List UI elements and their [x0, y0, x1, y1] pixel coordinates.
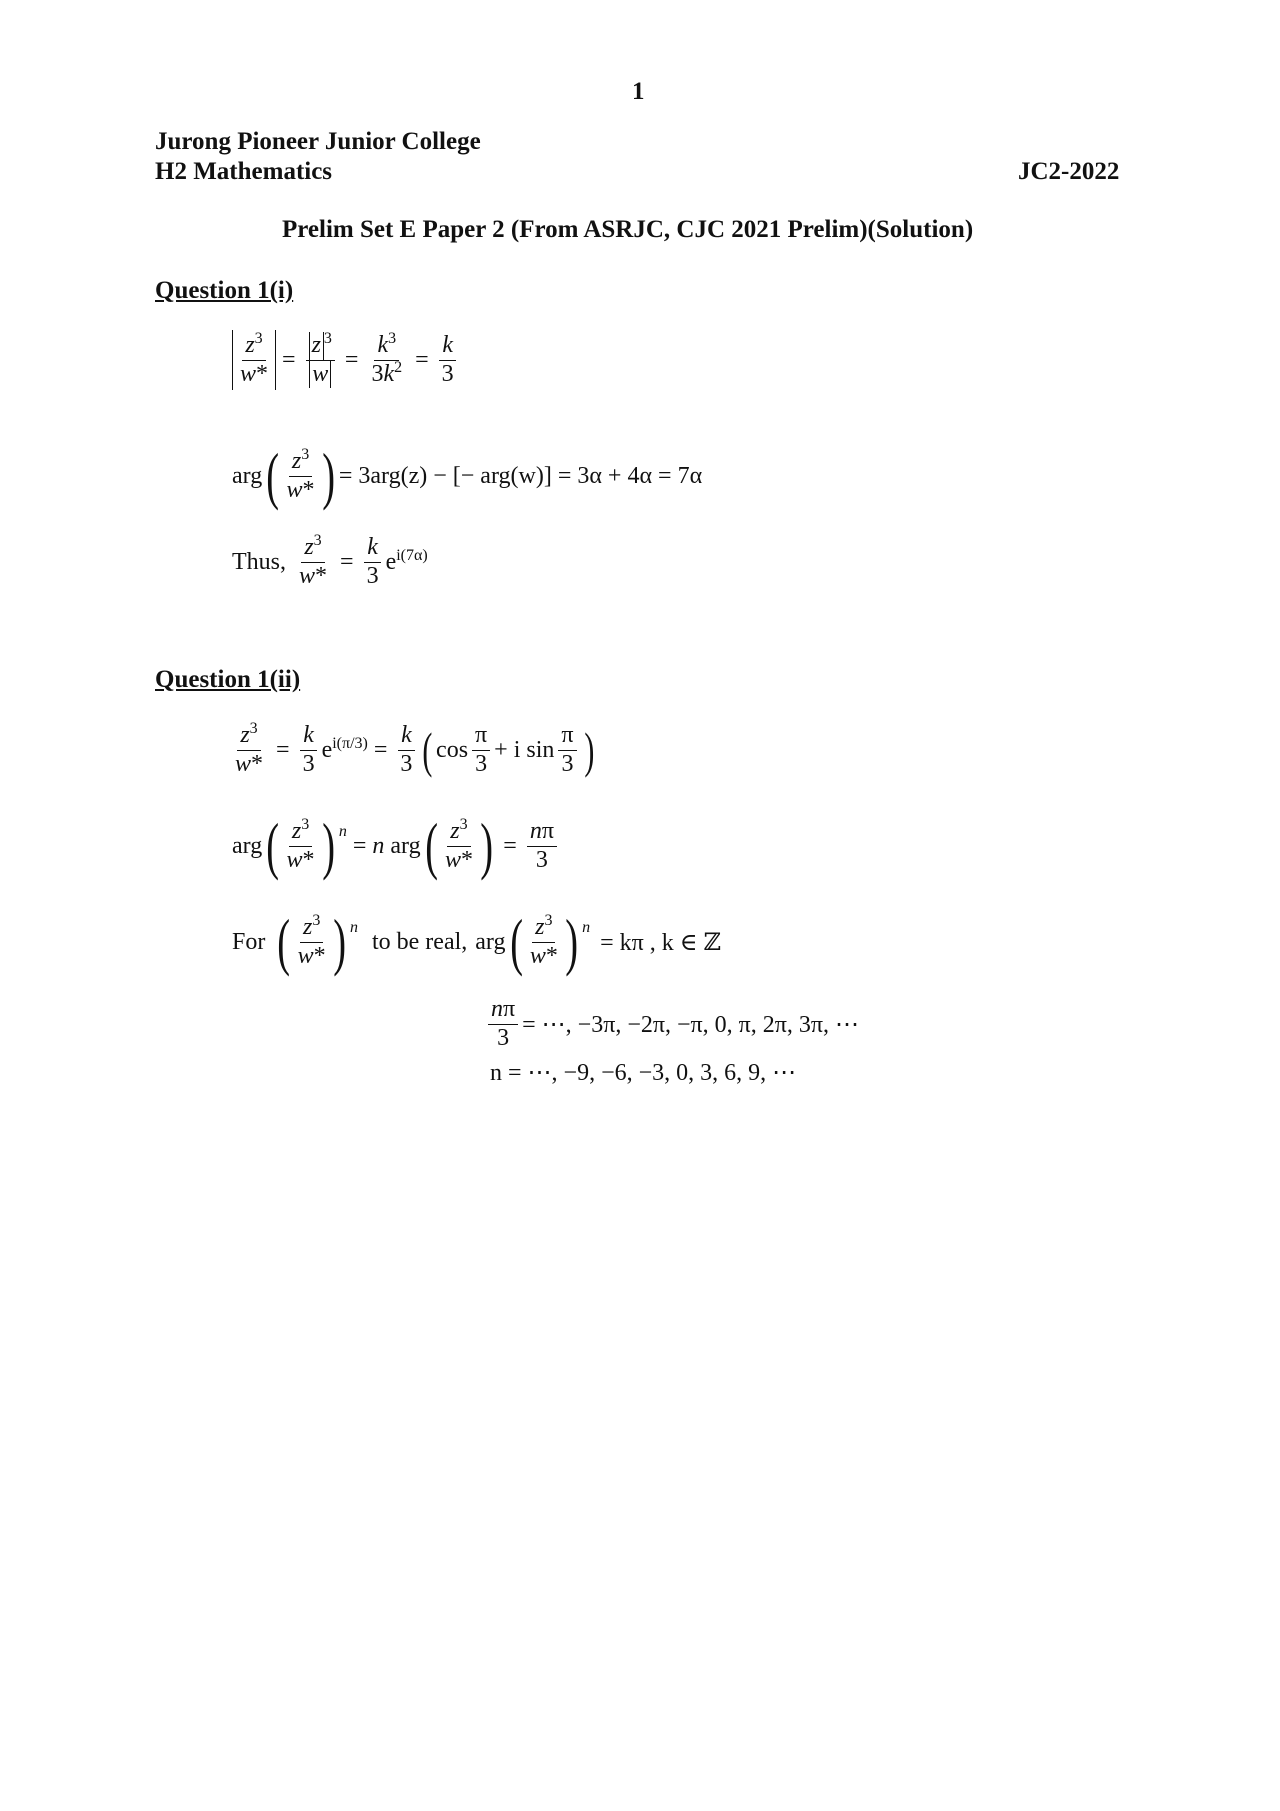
polar-form-equation: Thus, $\frac{z^3}{w*}$ = $\frac{k}{3}$ $e^{i(7\alpha)}$: [232, 532, 428, 589]
real-condition-equation: For ( $\frac{z^3}{w*}$ ) n to be real, arg ( $\frac{z^3}{w*}$ ) n = kπ , k ∈ ℤ: [232, 906, 722, 977]
arg-power-equation: arg ( $\frac{z^3}{w*}$ ) n = n arg ( $\frac{z^3}{w*}$ ) = $\frac{n\pi}{3}$: [232, 814, 561, 878]
modulus-equation: $\frac{z^3}{w*}$ = $\frac{z ^3}{w}$ = $\frac{k^3}{3k^2}$ = $\frac{k}{3}$: [232, 330, 461, 390]
question-1i-heading: Question 1(i): [155, 277, 294, 304]
college-name: Jurong Pioneer Junior College: [155, 128, 481, 155]
page-number: 1: [632, 78, 645, 105]
question-1ii-heading: Question 1(ii): [155, 666, 301, 693]
arg-label: arg: [232, 462, 263, 489]
subject-name: H2 Mathematics: [155, 158, 333, 185]
argument-rhs: = 3arg(z) − [− arg(w)] = 3α + 4α = 7α: [338, 462, 703, 489]
arg-label-2: arg: [475, 928, 506, 955]
exponential-form-equation: $\frac{z^3}{w*}$ = $\frac{k}{3}$ $e^{i(\pi/3)}$ = $\frac{k}{3}$ ( cos $\frac{\pi}{3}$ + i sin $\frac{\pi}{3}$ ): [235, 720, 594, 779]
document-title: Prelim Set E Paper 2 (From ASRJC, CJC 2021 Prelim)(Solution): [282, 216, 974, 243]
k-pi-condition: = kπ , k ∈ ℤ: [600, 929, 722, 956]
npi-values: = ⋯, −3π, −2π, −π, 0, π, 2π, 3π, ⋯: [522, 1011, 859, 1038]
n-values-equation: n = ⋯, −9, −6, −3, 0, 3, 6, 9, ⋯: [490, 1060, 797, 1086]
for-label: For: [232, 928, 266, 955]
argument-equation: arg ( $\frac{z^3}{w*}$ ) = 3arg(z) − [− arg(w)] = 3α + 4α = 7α: [232, 440, 703, 511]
sequence-npi-equation: $\frac{n\pi}{3}$ = ⋯, −3π, −2π, −π, 0, π, 2π, 3π, ⋯: [488, 996, 859, 1052]
thus-label: Thus,: [232, 548, 286, 575]
paper-code: JC2-2022: [1018, 158, 1120, 185]
to-be-real-label: to be real,: [371, 928, 468, 955]
